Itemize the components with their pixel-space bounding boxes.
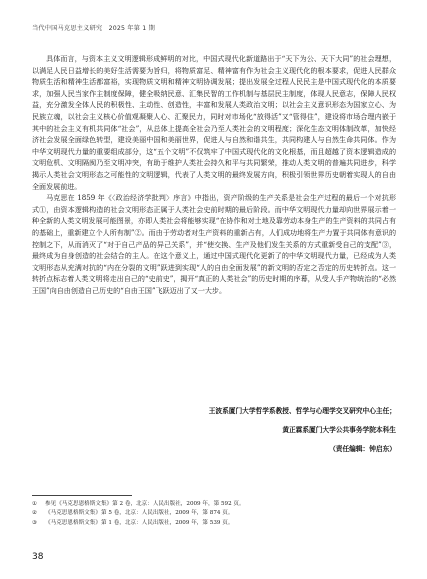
body-paragraph-1: 具体而言，与资本主义文明逻辑形成鲜明的对比，中国式现代化新道路出于“天下为公、天下大同”的社会理想，以满足人民日益增长的美好生活需要为旨归，将物质富足、精神富有作为社会主义现代化的根本要求，促进人民群众物质生活和精神生活都富裕，实现物质文明和精神文明协调发展；提出发展全过程人民民主是中国式现代化的本质要求，加强人民当家作主制度保障，健全吸纳民意、汇集民智的工作机制与基层民主制度，体现人民意志，保障人民权益，充分激发全体人民的积极性、主动性、创造性，丰富和发展人类政治文明；以社会主义意识形态为国家立心、为民族立魂，以社会主义核心价值观凝聚人心、汇聚民力，同时对市场化“放得活”又“管得住”，建设将市场合理内嵌于其中的社会主义有机共同体“社会”，从总体上提高全社会乃至人类社会的文明程度；深化生态文明体制改革，加快经济社会发展全面绿色转型，建设美丽中国和美丽世界，促进人与自然和谐共生，共同构建人与自然生命共同体。作为中华文明现代力量的重要组成部分，这“五个文明”不仅筑牢了中国式现代化的文化根基，而且超越了资本逻辑造成的文明危机、文明隔阂乃至文明冲突，有助于维护人类社会持久和平与共同繁荣，推动人类文明的普遍共同进步，科学揭示人类社会文明形态之可能性的文明逻辑，代表了人类文明的最终发展方向，积极引领世界历史朝着实现人的自由全面发展前进。 — [32, 54, 396, 191]
body-paragraph-2: 马克思在 1859 年《〈政治经济学批判〉序言》中指出，资产阶级的生产关系是社会生产过程的最后一个对抗形式①，由资本逻辑构造的社会文明形态正属于人类社会史前时期的最后阶段。而中华文明现代力量却向世界展示着一种全新的人类文明发展可能图景，亦即人类社会将能够实现“在协作和对土地及靠劳动本身生产的生产资料的共同占有的基础上，重新建立个人所有制”②。而由于劳动者对生产资料的重新占有，人们成功地将生产力置于共同体有意识的控制之下，从而消灭了“对于自己产品的异己关系”，并“使交换、生产及他们发生关系的方式重新受自己的支配”③，最终成为自身创造的社会结合的主人。在这个意义上，通过中国式现代化更新了的中华文明现代力量，已经成为人类文明形态从充满对抗的“内在分裂的文明”跃进到实现“人的自由全面发展”的新文明的否定之否定的历史转折点。这一转折点标志着人类文明将走出自己的“史前史”，揭开“真正的人类社会”的历史时期的序幕，从受人手产物统治的“必然王国”向自由创造自己历史的“自由王国”飞跃迈出了又一大步。 — [32, 193, 396, 295]
running-header: 当代中国马克思主义研究 2025 年第 1 期 — [32, 25, 155, 32]
responsible-editor: （责任编辑：钟启东） — [329, 445, 396, 453]
footnotes — [32, 500, 392, 528]
author-affiliation-1: 王波系厦门大学哲学系教授、哲学与心理学交叉研究中心主任； — [208, 407, 396, 415]
footnote-mark: ③ — [32, 519, 38, 526]
footnote-text: 参见《马克思恩格斯文集》第 2 卷，北京：人民出版社，2009 年，第 592 页。 — [45, 501, 245, 507]
footnote-3 — [32, 519, 392, 528]
footnote-text: 《马克思恩格斯文集》第 1 卷，北京：人民出版社，2009 年，第 539 页。 — [45, 519, 234, 526]
article-body — [32, 53, 396, 296]
footnote-mark: ② — [32, 510, 38, 517]
author-affiliation-2: 黄正霖系厦门大学公共事务学院本科生 — [282, 426, 396, 434]
footnote-1 — [32, 500, 392, 509]
footnote-text: 《马克思恩格斯文集》第 5 卷，北京：人民出版社，2009 年，第 874 页。 — [45, 510, 234, 517]
footnote-2 — [32, 509, 392, 518]
footnote-divider — [32, 495, 132, 496]
footnote-mark: ① — [32, 501, 38, 507]
page-number: 38 — [32, 552, 44, 562]
